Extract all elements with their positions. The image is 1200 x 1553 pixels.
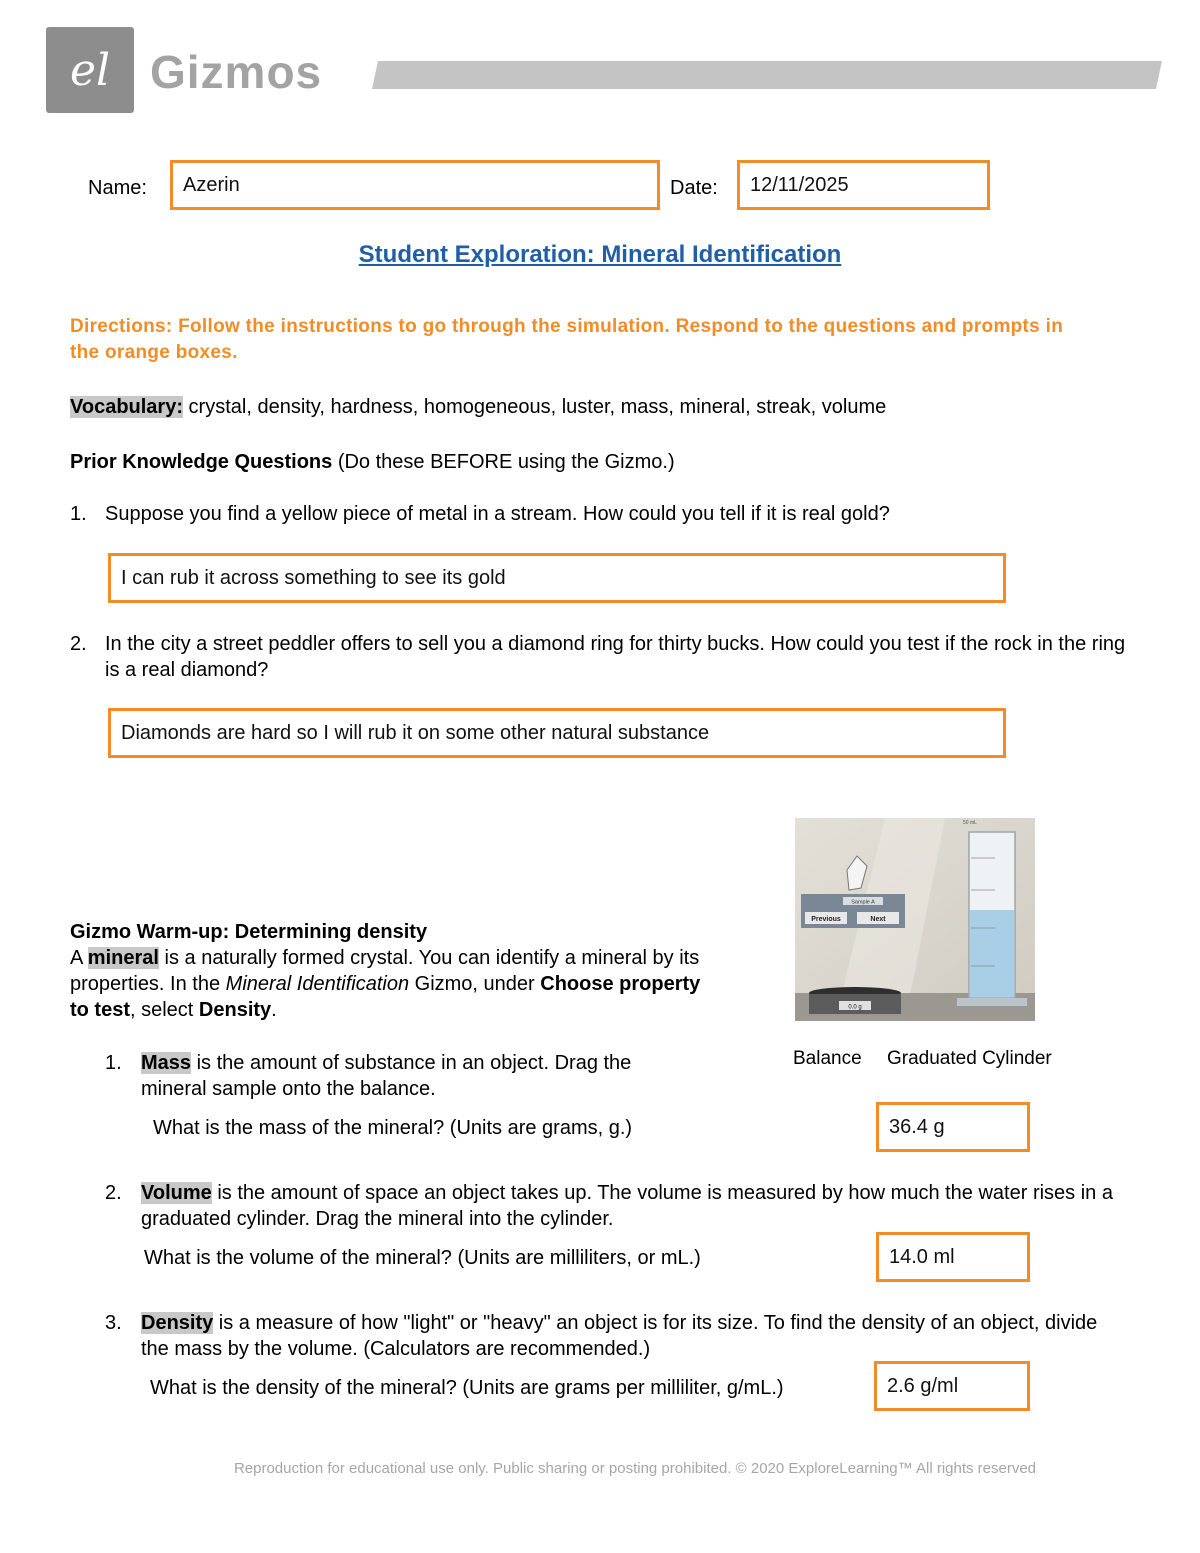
sample-label: Sample A [851,899,875,906]
intro-text: is a naturally formed crystal. You can identify a mineral by its properties. In the [70,947,700,995]
brand-name: Gizmos [150,46,323,98]
name-label: Name: [88,177,147,199]
vocabulary-terms: crystal, density, hardness, homogeneous, luster, mass, mineral, streak, volume [183,396,887,418]
logo-text: el [69,45,111,96]
item-question: What is the mass of the mineral? (Units are grams, g.) [153,1117,633,1139]
previous-button: Previous [811,916,841,923]
choose-property-label: Choose property to test [70,973,701,1021]
prior-knowledge-heading: Prior Knowledge Questions [70,451,333,473]
term-mineral: mineral [87,947,159,969]
item-number: 1. [105,1052,122,1074]
item-text [141,1310,1126,1362]
prior-knowledge-heading-line [70,449,675,475]
question-text: Suppose you find a yellow piece of metal in a stream. How could you tell if it is real gold? [105,503,890,525]
answer-box-q2[interactable]: Diamonds are hard so I will rub it on some other natural substance [108,708,1006,758]
cylinder-caption: Graduated Cylinder [887,1048,1052,1069]
intro-text: A [70,947,88,969]
warmup-intro [70,945,720,1023]
item-description: is the amount of space an object takes up. The volume is measured by how much the water rises in a graduated cylinder. Drag the mineral into the cylinder. [141,1182,1113,1230]
density-option: Density [198,999,272,1021]
item-description: is the amount of substance in an object. Drag the mineral sample onto the balance. [141,1052,632,1100]
gizmo-name: Mineral Identification [225,973,410,995]
vocabulary-line [70,394,886,420]
date-label: Date: [670,177,718,199]
item-question: What is the density of the mineral? (Units are grams per milliliter, g/mL.) [150,1377,784,1399]
term-volume: Volume [141,1182,212,1204]
question-text: In the city a street peddler offers to sell you a diamond ring for thirty bucks. How could you test if the rock in the ring is a real diamond? [105,633,1126,681]
item-number: 3. [105,1312,122,1334]
answer-box-q1[interactable]: I can rub it across something to see its gold [108,553,1006,603]
gizmo-simulation-image [795,818,1035,1021]
header-bar [372,61,1162,89]
item-text [141,1050,701,1102]
intro-text: Gizmo, under [409,973,541,995]
gizmos-logo-icon [46,27,134,113]
item-number: 2. [105,1182,122,1204]
vocabulary-label: Vocabulary: [70,396,183,418]
item-question: What is the volume of the mineral? (Units are milliliters, or mL.) [144,1247,701,1269]
page-title: Student Exploration: Mineral Identification [358,241,842,268]
prior-knowledge-note: (Do these BEFORE using the Gizmo.) [332,451,675,473]
balance-readout: 0.0 g [848,1004,862,1011]
question-number: 1. [70,503,87,525]
warmup-heading: Gizmo Warm-up: Determining density [70,921,428,943]
intro-text: , select [130,999,199,1021]
term-density: Density [141,1312,214,1334]
item-text [141,1180,1121,1232]
question-number: 2. [70,633,87,655]
date-field[interactable]: 12/11/2025 [737,160,990,210]
mass-answer-box[interactable]: 36.4 g [876,1102,1030,1152]
balance-caption: Balance [793,1048,862,1069]
density-answer-box[interactable]: 2.6 g/ml [874,1361,1030,1411]
volume-answer-box[interactable]: 14.0 ml [876,1232,1030,1282]
footer-copyright: Reproduction for educational use only. Public sharing or posting prohibited. © 2020 ExploreLearning™ All rights reserved [233,1460,1037,1477]
cylinder-top-label: 50 mL [963,820,977,826]
term-mass: Mass [141,1052,192,1074]
name-field[interactable]: Azerin [170,160,660,210]
directions-text: Directions: Follow the instructions to go through the simulation. Respond to the questions and prompts in the orange boxes. [70,316,1064,363]
intro-text: . [271,999,277,1021]
next-button: Next [870,916,886,923]
item-description: is a measure of how "light" or "heavy" an object is for its size. To find the density of an object, divide the mass by the volume. (Calculators are recommended.) [141,1312,1098,1360]
